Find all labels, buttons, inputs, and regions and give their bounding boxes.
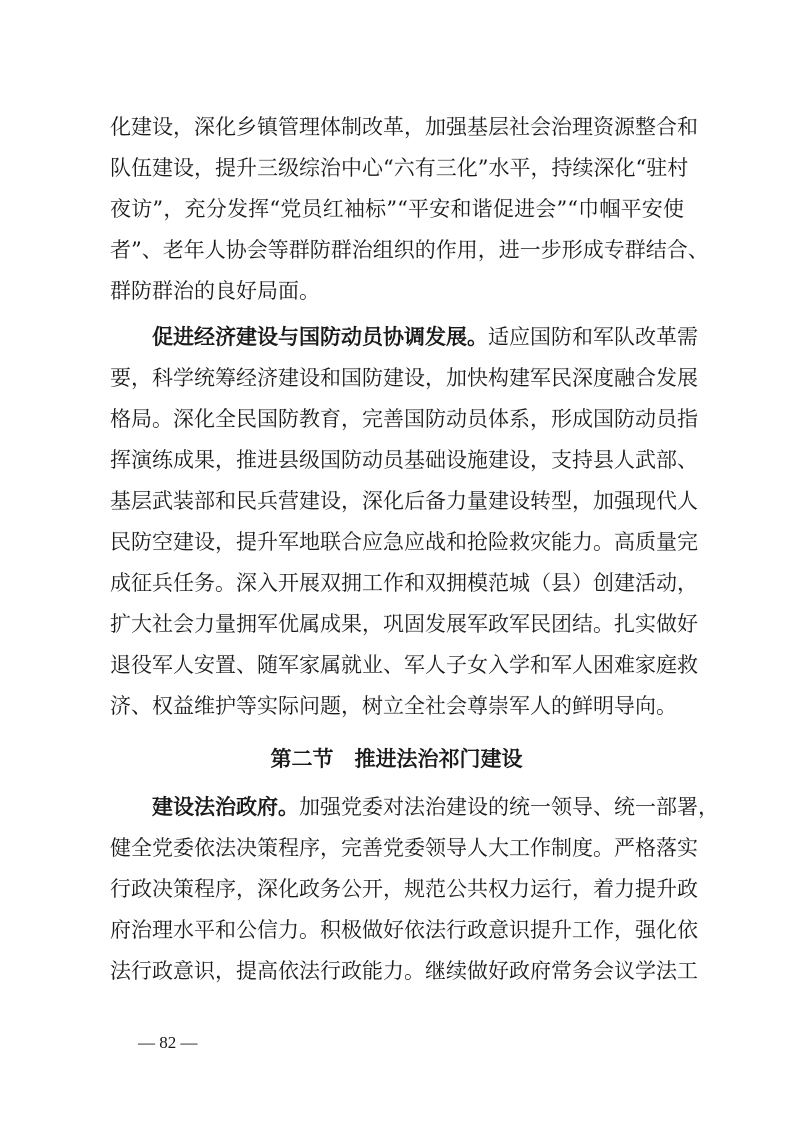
- page-number: — 82 —: [138, 1033, 198, 1052]
- text-line: 加强党委对法治建设的统一领导、统一部署，: [299, 795, 719, 819]
- paragraph-lead-heading: 建设法治政府。: [152, 795, 299, 819]
- text-line: 退役军人安置、随军家属就业、军人子女入学和军人困难家庭救: [110, 653, 698, 677]
- text-line: 群防群治的良好局面。: [110, 279, 320, 303]
- text-line: 成征兵任务。深入开展双拥工作和双拥模范城（县）创建活动，: [110, 571, 698, 595]
- text-line: 扩大社会力量拥军优属成果，巩固发展军政军民团结。扎实做好: [110, 612, 698, 636]
- text-line: 格局。深化全民国防教育，完善国防动员体系，形成国防动员指: [110, 407, 698, 431]
- text-line: 队伍建设，提升三级综治中心“六有三化”水平，持续深化“驻村: [110, 156, 689, 180]
- text-line: 者”、老年人协会等群防群治组织的作用，进一步形成专群结合、: [110, 238, 709, 262]
- text-line: 化建设，深化乡镇管理体制改革，加强基层社会治理资源整合和: [110, 115, 698, 139]
- text-line: 济、权益维护等实际问题，树立全社会尊崇军人的鲜明导向。: [110, 694, 677, 718]
- text-line: 适应国防和军队改革需: [488, 325, 698, 349]
- text-line: 行政决策程序，深化政务公开，规范公共权力运行，着力提升政: [110, 877, 698, 901]
- text-line: 府治理水平和公信力。积极做好依法行政意识提升工作，强化依: [110, 918, 698, 942]
- paragraph-first-line: [110, 317, 698, 358]
- text-line: 基层武装部和民兵营建设，深化后备力量建设转型，加强现代人: [110, 489, 698, 513]
- text-line: 要，科学统筹经济建设和国防建设，加快构建军民深度融合发展: [110, 366, 698, 390]
- text-line: 健全党委依法决策程序，完善党委领导人大工作制度。严格落实: [110, 836, 698, 860]
- text-line: 挥演练成果，推进县级国防动员基础设施建设，支持县人武部、: [110, 448, 698, 472]
- paragraph-rule-of-law-government: [110, 787, 719, 992]
- paragraph-first-line: [110, 787, 719, 828]
- text-line: 夜访”，充分发挥“党员红袖标”“平安和谐促进会”“巾帼平安使: [110, 197, 684, 221]
- paragraph-lead-heading: 促进经济建设与国防动员协调发展。: [152, 325, 488, 349]
- text-line: 民防空建设，提升军地联合应急应战和抢险救灾能力。高质量完: [110, 530, 698, 554]
- section-heading: 第二节 推进法治祁门建设: [270, 747, 523, 771]
- paragraph-grassroots-governance: [110, 107, 709, 312]
- paragraph-national-defense: [110, 317, 698, 727]
- text-line: 法行政意识，提高依法行政能力。继续做好政府常务会议学法工: [110, 959, 698, 983]
